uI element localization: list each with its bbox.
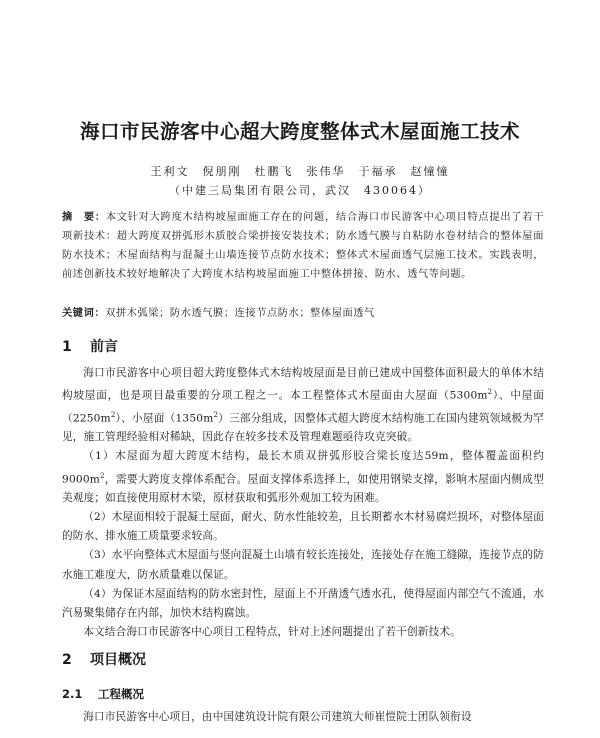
- paragraph: 海口市民游客中心项目超大跨度整体式木结构坡屋面是目前已建成中国整体面积最大的单体木结构坡屋面，也是项目最重要的分项工程之一。本工程整体式木屋面由大屋面$(5300m^2)$、中屋面$(2250m^2)$、小屋面$(1350m^2)$三部分组成，因整体式超大跨度木结构施工在国内建筑领域极为罕见，施工管理经验相对稀缺，因此存在较多技术及管理难题亟待攻克突破。: [62, 367, 544, 444]
- paragraph: （1）木屋面为超大跨度木结构，最长木质双拼弧形胶合梁长度达59m，整体覆盖面积约$9000m^2$，需要大跨度支撑体系配合。屋面支撑体系选择上，如使用钢梁支撑，影响木屋面内侧成型美观度；如直接使用原材木梁，原材获取和弧形外观加工较为困难。: [62, 450, 544, 505]
- affiliation: （中建三局集团有限公司，武汉 430064）: [169, 184, 431, 197]
- paragraph: （4）为保证木屋面结构的防水密封性，屋面上不开凿透气透水孔，使得屋面内部空气不流通，水汽易聚集储存在内部，加快木结构腐蚀。: [62, 587, 544, 619]
- keywords-label: 关键词：: [62, 308, 106, 319]
- keywords-text: 双拼木弧梁；防水透气膜；连接节点防水；整体屋面透气: [105, 308, 375, 319]
- author-list: 王利文 倪朋刚 杜鹏飞 张伟华 于福承 赵憧憧: [150, 165, 450, 178]
- subsection-title: 工程概况: [98, 687, 144, 701]
- section-title: 前言: [90, 339, 118, 355]
- section-heading-2: [62, 649, 146, 669]
- abstract: [62, 208, 544, 284]
- section-title: 项目概况: [90, 652, 146, 668]
- paper-title: 海口市民游客中心超大跨度整体式木屋面施工技术: [79, 120, 520, 143]
- section-number: 1: [62, 339, 72, 355]
- paragraph: （2）木屋面相较于混凝土屋面，耐火、防水性能较差，且长期蓄水木材易腐烂损坏，对整体屋面的防水、排水施工质量要求较高。: [62, 511, 544, 543]
- abstract-label: 摘 要：: [62, 212, 106, 223]
- paragraph: 海口市民游客中心项目，由中国建筑设计院有限公司建筑大师崔愷院士团队领衔设: [83, 711, 472, 723]
- section-2-1-body: [62, 708, 544, 730]
- keywords: [62, 304, 544, 323]
- paragraph: 本文结合海口市民游客中心项目工程特点，针对上述问题提出了若干创新技术。: [83, 625, 461, 638]
- subsection-number: 2.1: [62, 687, 83, 701]
- subsection-heading-2-1: [62, 686, 144, 702]
- paragraph: （3）水平向整体式木屋面与竖向混凝土山墙有较长连接处，连接处存在施工缝隙，连接节点的防水施工难度大，防水质量难以保证。: [62, 549, 544, 581]
- section-1-body: [62, 364, 544, 642]
- section-heading-1: [62, 336, 118, 356]
- abstract-text: 本文针对大跨度木结构坡屋面施工存在的问题，结合海口市民游客中心项目特点提出了若干项新技术：超大跨度双拼弧形木质胶合梁拼接安装技术；防水透气膜与自粘防水卷材结合的整体屋面防水技术；木屋面结构与混凝土山墙连接节点防水技术；整体式木屋面透气层施工技术。实践表明，前述创新技术较好地解决了大跨度木结构坡屋面施工中整体拼接、防水、透气等问题。: [62, 212, 544, 280]
- section-number: 2: [62, 652, 72, 668]
